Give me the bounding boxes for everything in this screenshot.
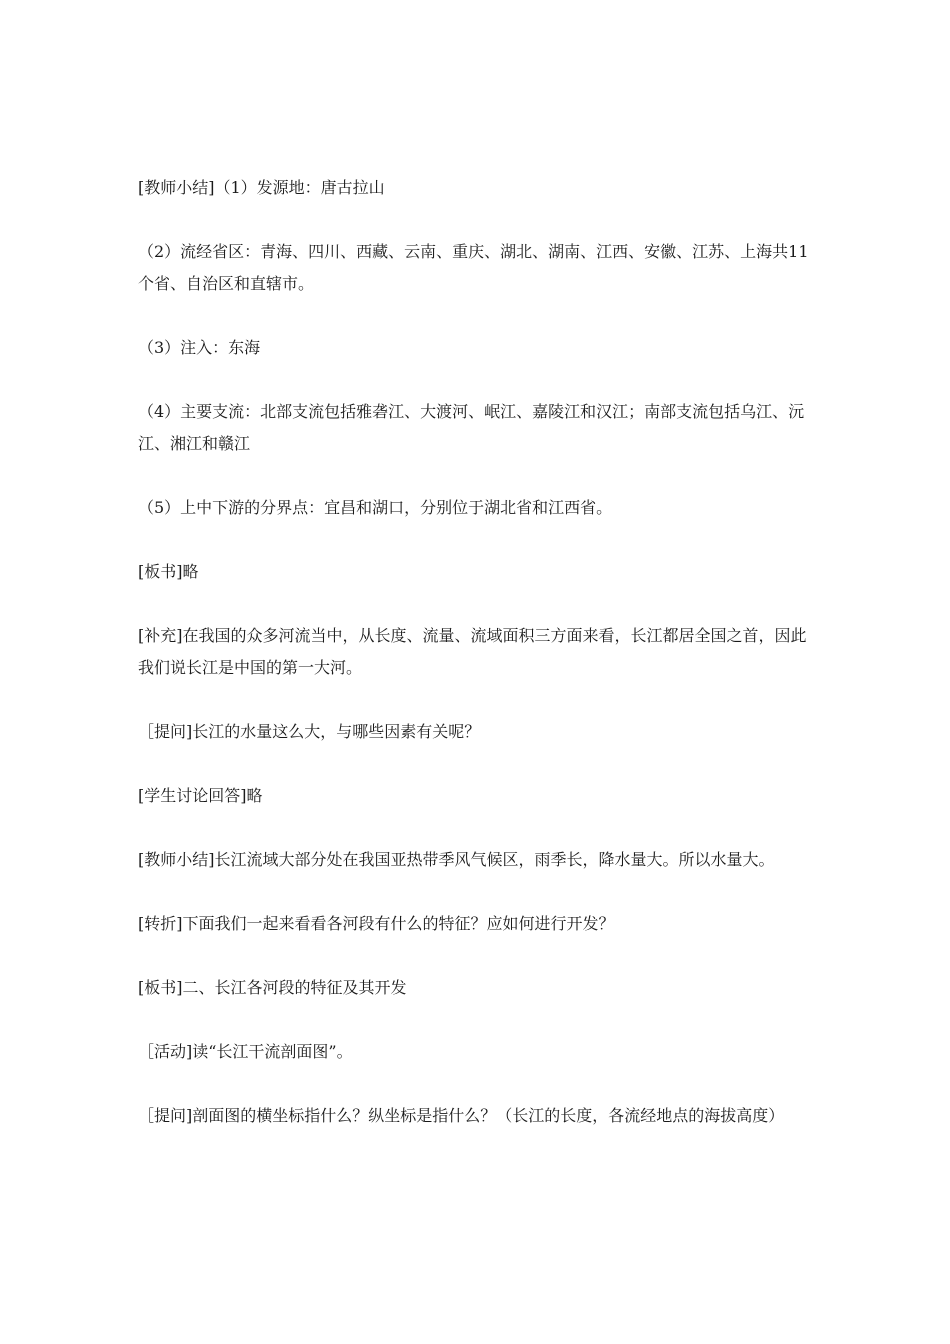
paragraph-blackboard-omitted: [板书]略 bbox=[138, 562, 199, 581]
paragraph-transition: [转折]下面我们一起来看看各河段有什么的特征？应如何进行开发？ bbox=[138, 914, 615, 933]
paragraph-activity: ［活动]读“长江干流剖面图”。 bbox=[138, 1042, 353, 1061]
paragraph-student-discussion: [学生讨论回答]略 bbox=[138, 786, 263, 805]
paragraph-tributaries: （4）主要支流：北部支流包括雅砻江、大渡河、岷江、嘉陵江和汉江；南部支流包括乌江、沅江、湘江和赣江 bbox=[138, 402, 805, 453]
paragraph-question-profile: ［提问]剖面图的横坐标指什么？纵坐标是指什么？（长江的长度，各流经地点的海拔高度） bbox=[138, 1106, 785, 1125]
paragraph-supplement: [补充]在我国的众多河流当中，从长度、流量、流域面积三方面来看，长江都居全国之首，因此我们说长江是中国的第一大河。 bbox=[138, 626, 807, 677]
paragraph-provinces: （2）流经省区：青海、四川、西藏、云南、重庆、湖北、湖南、江西、安徽、江苏、上海共11个省、自治区和直辖市。 bbox=[138, 242, 809, 293]
paragraph-blackboard-section-two: [板书]二、长江各河段的特征及其开发 bbox=[138, 978, 407, 997]
paragraph-teacher-summary-source: [教师小结]（1）发源地：唐古拉山 bbox=[138, 178, 385, 197]
paragraph-question-water: ［提问]长江的水量这么大，与哪些因素有关呢？ bbox=[138, 722, 481, 741]
paragraph-outflow: （3）注入：东海 bbox=[138, 338, 261, 357]
paragraph-boundary-points: （5）上中下游的分界点：宜昌和湖口，分别位于湖北省和江西省。 bbox=[138, 498, 613, 517]
paragraph-teacher-summary-climate: [教师小结]长江流域大部分处在我国亚热带季风气候区，雨季长，降水量大。所以水量大。 bbox=[138, 850, 775, 869]
